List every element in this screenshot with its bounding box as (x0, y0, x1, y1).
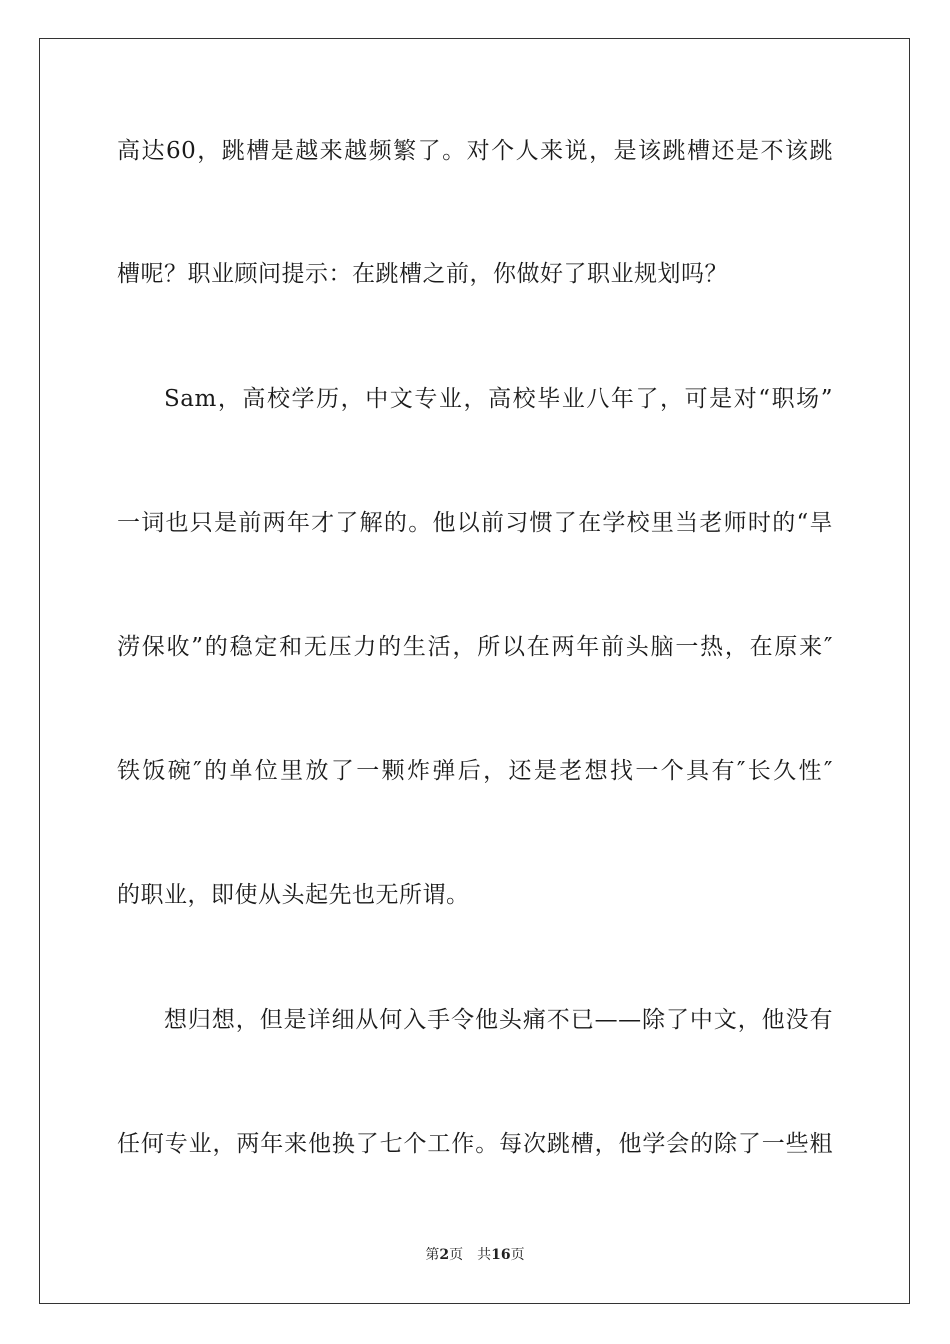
total-pages (477, 1247, 524, 1263)
page-footer (0, 1245, 950, 1265)
page-num: 2 (439, 1247, 450, 1263)
page-border (39, 38, 910, 1304)
paragraph-line: 的职业，即使从头起先也无所谓。 (117, 882, 470, 908)
paragraph-line: 涝保收”的稳定和无压力的生活，所以在两年前头脑一热，在原来″ (117, 634, 833, 660)
paragraph-line: Sam，高校学历，中文专业，高校毕业八年了，可是对“职场” (164, 386, 833, 412)
paragraph-line: 铁饭碗″的单位里放了一颗炸弹后，还是老想找一个具有″长久性″ (117, 758, 833, 784)
total-prefix: 共 (477, 1247, 492, 1263)
page-prefix: 第 (425, 1247, 440, 1263)
paragraph-line: 任何专业，两年来他换了七个工作。每次跳槽，他学会的除了一些粗 (117, 1131, 833, 1157)
paragraph-line: 高达60，跳槽是越来越频繁了。对个人来说，是该跳槽还是不该跳 (117, 138, 833, 164)
page-suffix: 页 (449, 1247, 464, 1263)
paragraph-line: 槽呢？职业顾问提示：在跳槽之前，你做好了职业规划吗？ (117, 261, 728, 287)
total-num: 16 (491, 1247, 511, 1263)
paragraph-line: 一词也只是前两年才了解的。他以前习惯了在学校里当老师时的“旱 (117, 510, 833, 536)
total-suffix: 页 (510, 1247, 525, 1263)
page-number (425, 1247, 463, 1263)
paragraph-line: 想归想，但是详细从何入手令他头痛不已——除了中文，他没有 (164, 1007, 833, 1033)
